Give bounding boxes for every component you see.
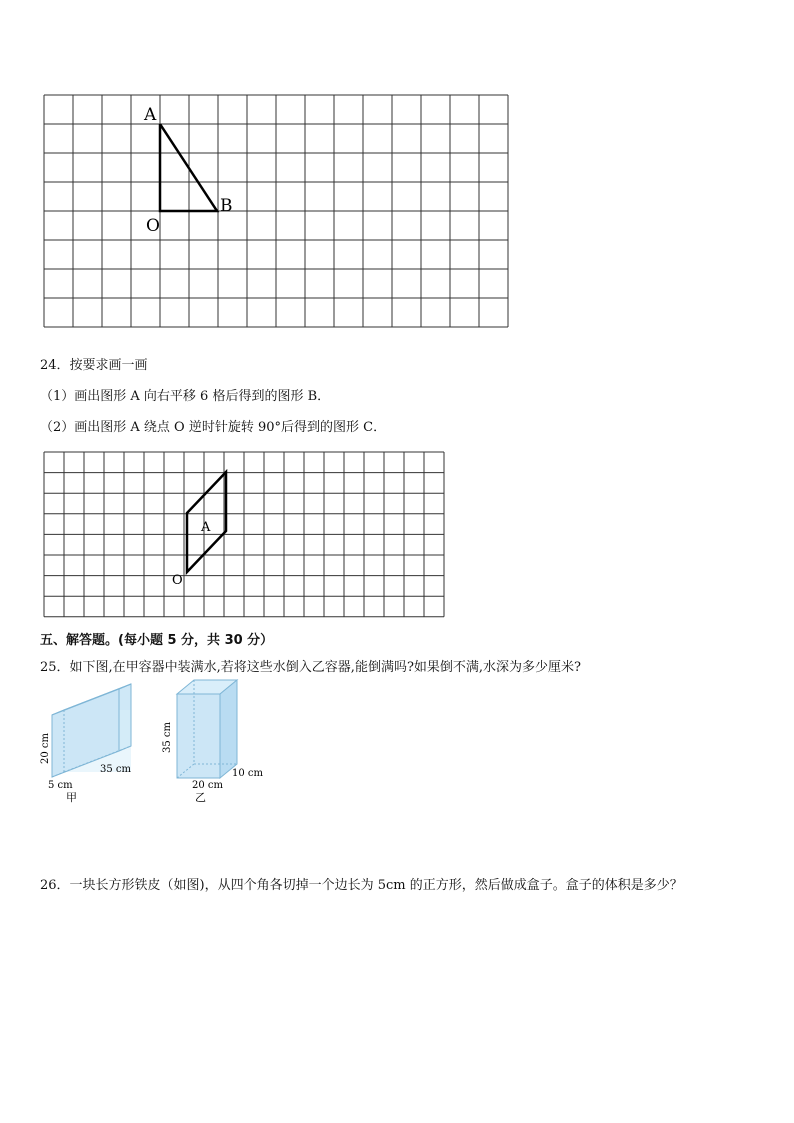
question-24-title: 24．按要求画一画 (40, 358, 148, 373)
label-shape-a: A (201, 520, 211, 535)
label-o: O (172, 573, 183, 588)
jia-name: 甲 (66, 791, 77, 804)
jia-length-label: 35 cm (100, 764, 131, 775)
question-25-text: 25．如下图,在甲容器中装满水,若将这些水倒入乙容器,能倒满吗?如果倒不满,水深为多少厘米? (40, 660, 582, 675)
label-o: O (146, 216, 160, 236)
section-5-title: 五、解答题。(每小题 5 分，共 30 分） (40, 633, 274, 648)
label-b: B (220, 196, 233, 216)
label-a: A (144, 105, 157, 125)
container-jia (36, 680, 146, 805)
question-26-text: 26．一块长方形铁皮（如图)，从四个角各切掉一个边长为 5cm 的正方形，然后做成盒子。盒子的体积是多少？ (40, 878, 683, 893)
yi-width-label: 10 cm (232, 768, 263, 779)
jia-width-label: 5 cm (48, 780, 73, 791)
grid-parallelogram (40, 449, 448, 621)
jia-height-label: 20 cm (40, 733, 51, 764)
container-yi (160, 678, 268, 805)
yi-name: 乙 (195, 791, 206, 804)
yi-height-label: 35 cm (162, 722, 173, 753)
yi-length-label: 20 cm (192, 780, 223, 791)
question-24-part-1: （1）画出图形 A 向右平移 6 格后得到的图形 B． (40, 389, 331, 404)
grid-triangle (40, 92, 512, 332)
question-24-part-2: （2）画出图形 A 绕点 O 逆时针旋转 90°后得到的图形 C． (40, 420, 387, 435)
